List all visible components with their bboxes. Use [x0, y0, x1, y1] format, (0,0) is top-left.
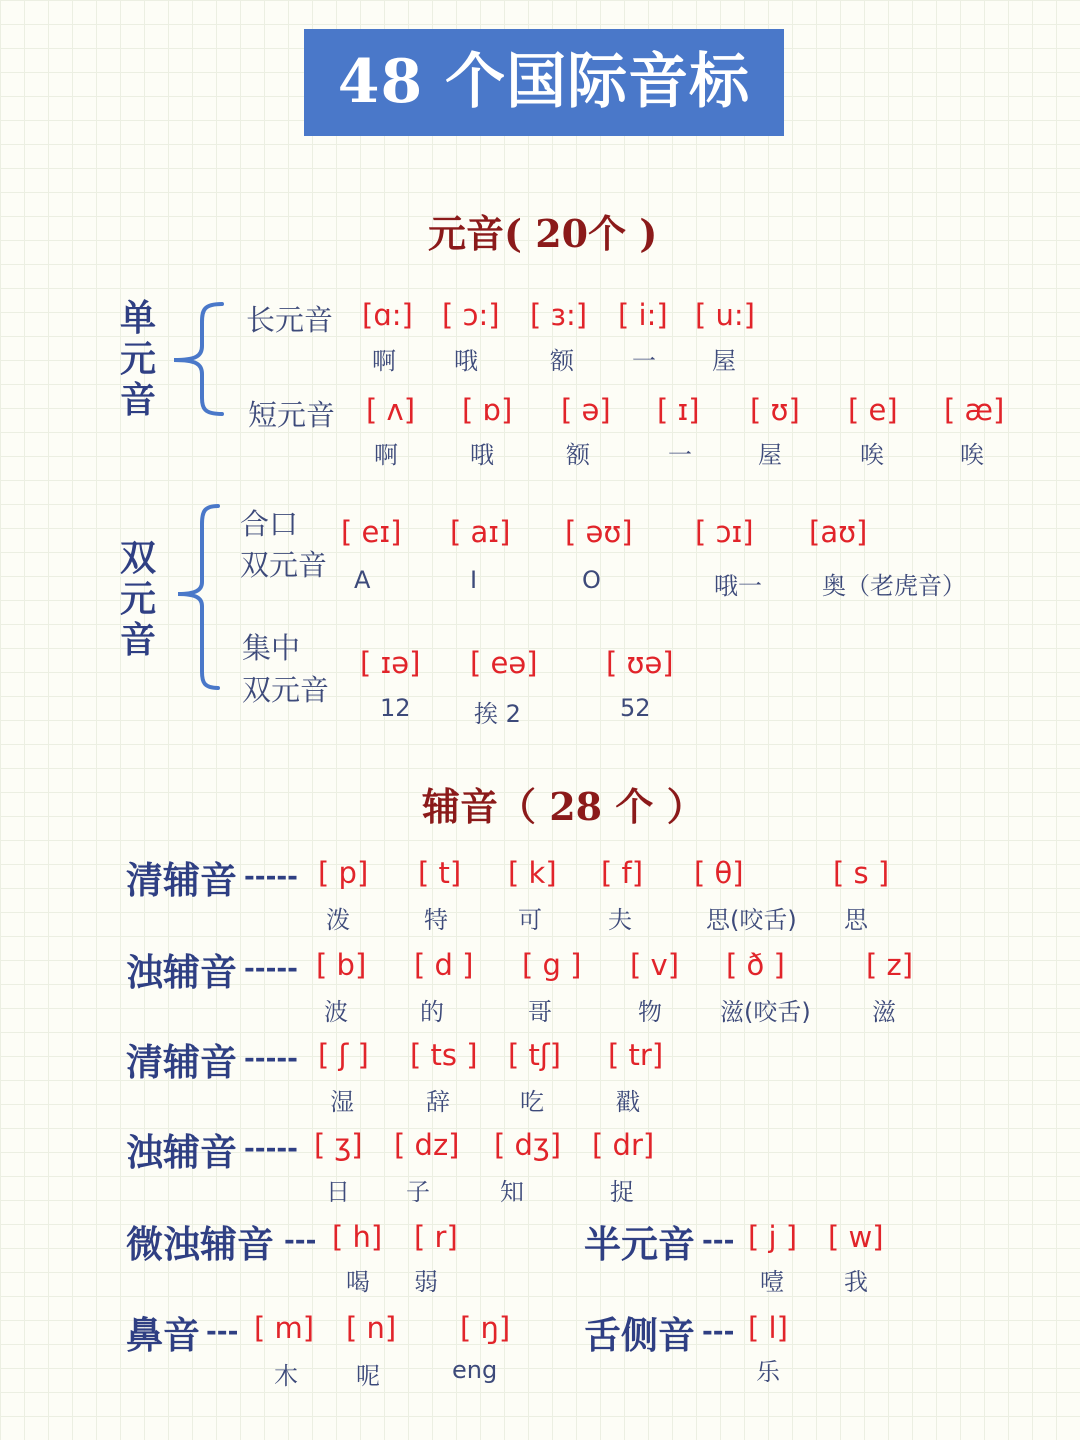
long-vowel-hint: 额: [550, 347, 574, 375]
consonant-hint: eng: [452, 1356, 498, 1384]
consonant-row-dash: -----: [244, 862, 298, 892]
consonant-symbol: [ ŋ]: [460, 1311, 511, 1345]
consonant-hint: 波: [324, 998, 348, 1026]
consonant-hint: 喝: [346, 1268, 370, 1296]
long-vowel-hint: 屋: [712, 347, 736, 375]
consonant-hint: 木: [274, 1362, 298, 1390]
long-vowel-symbol: [ i:]: [618, 298, 668, 332]
short-vowel-hint: 屋: [758, 441, 782, 469]
consonant-hint: 特: [424, 906, 448, 934]
diphthong-hint: 12: [380, 694, 411, 722]
long-vowel-hint: 哦: [454, 347, 478, 375]
consonant-symbol: [ ð ]: [726, 948, 785, 982]
short-vowel-symbol: [ ʊ]: [750, 393, 800, 427]
consonant-row-dash: -----: [244, 1044, 298, 1074]
consonant-symbol: [ f]: [601, 856, 644, 890]
long-vowel-symbol: [ u:]: [695, 298, 755, 332]
consonant-symbol: [ r]: [414, 1220, 458, 1254]
vowels-heading: 元音( 20个 ): [428, 211, 658, 256]
closing-diphthong-label: 合口: [240, 507, 299, 541]
consonant-hint: 弱: [414, 1268, 438, 1296]
short-vowel-hint: 一: [668, 441, 692, 469]
consonant-hint: 滋(咬舌): [720, 998, 811, 1026]
diphthong-hint: 52: [620, 694, 651, 722]
consonant-row-dash: -----: [244, 1134, 298, 1164]
consonant-symbol: [ dʒ]: [494, 1128, 562, 1162]
diphthong-symbol: [ aɪ]: [450, 515, 511, 549]
long-vowel-hint: 啊: [372, 347, 396, 375]
semi-voiced-dash: ---: [284, 1226, 317, 1256]
lateral-label: 舌侧音: [584, 1313, 695, 1357]
nasal-label: 鼻音: [126, 1313, 200, 1357]
long-vowel-symbol: [ ɜ:]: [530, 298, 588, 332]
diphthong-symbol: [aʊ]: [809, 515, 868, 549]
consonant-symbol: [ h]: [332, 1220, 383, 1254]
consonant-row-label: 清辅音: [126, 1040, 237, 1084]
consonant-hint: 物: [638, 998, 662, 1026]
consonant-hint: 思(咬舌): [706, 906, 797, 934]
consonant-symbol: [ tʃ]: [508, 1038, 561, 1072]
diphthong-symbol: [ əʊ]: [565, 515, 633, 549]
consonant-symbol: [ g ]: [522, 948, 582, 982]
short-vowel-hint: 啊: [374, 441, 398, 469]
consonant-symbol: [ l]: [748, 1311, 788, 1345]
consonant-hint: 乐: [756, 1358, 780, 1386]
short-vowel-symbol: [ ʌ]: [366, 393, 416, 427]
consonant-symbol: [ j ]: [748, 1220, 798, 1254]
consonant-row-label: 清辅音: [126, 858, 237, 902]
short-vowel-symbol: [ e]: [848, 393, 898, 427]
centering-diphthong-label: 双元音: [242, 673, 330, 707]
diphthong-hint: I: [470, 566, 478, 594]
diphthong-symbol: [ eɪ]: [341, 515, 402, 549]
diphthong-hint: 哦一: [714, 572, 762, 600]
consonant-hint: 的: [420, 998, 444, 1026]
nasal-dash: ---: [206, 1317, 239, 1347]
short-vowel-hint: 额: [566, 441, 590, 469]
consonant-row-label: 浊辅音: [126, 950, 237, 994]
consonant-symbol: [ k]: [508, 856, 557, 890]
consonant-symbol: [ ʒ]: [314, 1128, 363, 1162]
consonant-hint: 哥: [528, 998, 552, 1026]
consonant-row-dash: -----: [244, 954, 298, 984]
long-vowel-label: 长元音: [246, 303, 334, 337]
consonant-hint: 思: [844, 906, 868, 934]
diphthong-hint: 奥（老虎音）: [822, 572, 966, 600]
consonant-symbol: [ θ]: [694, 856, 744, 890]
consonant-hint: 戳: [616, 1088, 640, 1116]
consonant-hint: 呢: [356, 1362, 380, 1390]
diphthong-hint: A: [354, 566, 371, 594]
short-vowel-symbol: [ æ]: [944, 393, 1005, 427]
diphthong-symbol: [ eə]: [470, 646, 538, 680]
semi-voiced-label: 微浊辅音: [126, 1222, 274, 1266]
consonant-symbol: [ m]: [254, 1311, 315, 1345]
consonants-heading: 辅音（ 28 个 ）: [422, 784, 705, 829]
consonant-hint: 夫: [608, 906, 632, 934]
short-vowel-hint: 唉: [960, 441, 984, 469]
consonant-hint: 日: [326, 1178, 350, 1206]
consonant-hint: 泼: [326, 906, 350, 934]
consonant-symbol: [ p]: [318, 856, 369, 890]
consonant-symbol: [ b]: [316, 948, 367, 982]
consonant-hint: 吃: [520, 1088, 544, 1116]
short-vowel-symbol: [ ɪ]: [657, 393, 700, 427]
short-vowel-symbol: [ ɒ]: [462, 393, 513, 427]
consonant-hint: 滋: [872, 998, 896, 1026]
consonant-symbol: [ n]: [346, 1311, 397, 1345]
diphthong-symbol: [ ɪə]: [360, 646, 421, 680]
short-vowel-label: 短元音: [248, 398, 336, 432]
semivowel-label: 半元音: [584, 1222, 695, 1266]
consonant-symbol: [ ts ]: [410, 1038, 478, 1072]
monophthong-label: 单元音: [119, 297, 156, 421]
short-vowel-hint: 哦: [470, 441, 494, 469]
short-vowel-hint: 唉: [860, 441, 884, 469]
diphthong-hint: 挨 2: [474, 700, 521, 728]
diphthong-label: 双元音: [119, 537, 156, 661]
long-vowel-symbol: [ɑ:]: [362, 298, 413, 332]
consonant-symbol: [ t]: [418, 856, 462, 890]
consonant-symbol: [ s ]: [833, 856, 890, 890]
closing-diphthong-label: 双元音: [240, 548, 328, 582]
consonant-hint: 捉: [610, 1178, 634, 1206]
semivowel-dash: ---: [702, 1226, 735, 1256]
diphthong-hint: O: [582, 566, 601, 594]
centering-diphthong-label: 集中: [242, 631, 301, 665]
consonant-symbol: [ d ]: [414, 948, 474, 982]
consonant-symbol: [ dr]: [592, 1128, 655, 1162]
diphthong-symbol: [ ʊə]: [606, 646, 674, 680]
consonant-symbol: [ ʃ ]: [318, 1038, 369, 1072]
consonant-hint: 子: [406, 1178, 430, 1206]
consonant-hint: 我: [844, 1268, 868, 1296]
consonant-hint: 可: [518, 906, 542, 934]
consonant-symbol: [ v]: [630, 948, 680, 982]
diphthong-symbol: [ ɔɪ]: [695, 515, 754, 549]
long-vowel-hint: 一: [632, 347, 656, 375]
long-vowel-symbol: [ ɔ:]: [442, 298, 500, 332]
monophthong-brace: [168, 298, 232, 420]
consonant-hint: 湿: [330, 1088, 354, 1116]
consonant-symbol: [ tr]: [608, 1038, 664, 1072]
short-vowel-symbol: [ ə]: [561, 393, 611, 427]
title-banner: [304, 29, 784, 136]
diphthong-brace: [174, 500, 228, 694]
consonant-row-label: 浊辅音: [126, 1130, 237, 1174]
consonant-hint: 噎: [760, 1268, 784, 1296]
consonant-symbol: [ dz]: [394, 1128, 460, 1162]
consonant-symbol: [ z]: [866, 948, 914, 982]
consonant-hint: 知: [500, 1178, 524, 1206]
page-title: 48 个国际音标: [337, 47, 751, 117]
lateral-dash: ---: [702, 1317, 735, 1347]
consonant-symbol: [ w]: [828, 1220, 884, 1254]
consonant-hint: 辞: [426, 1088, 450, 1116]
